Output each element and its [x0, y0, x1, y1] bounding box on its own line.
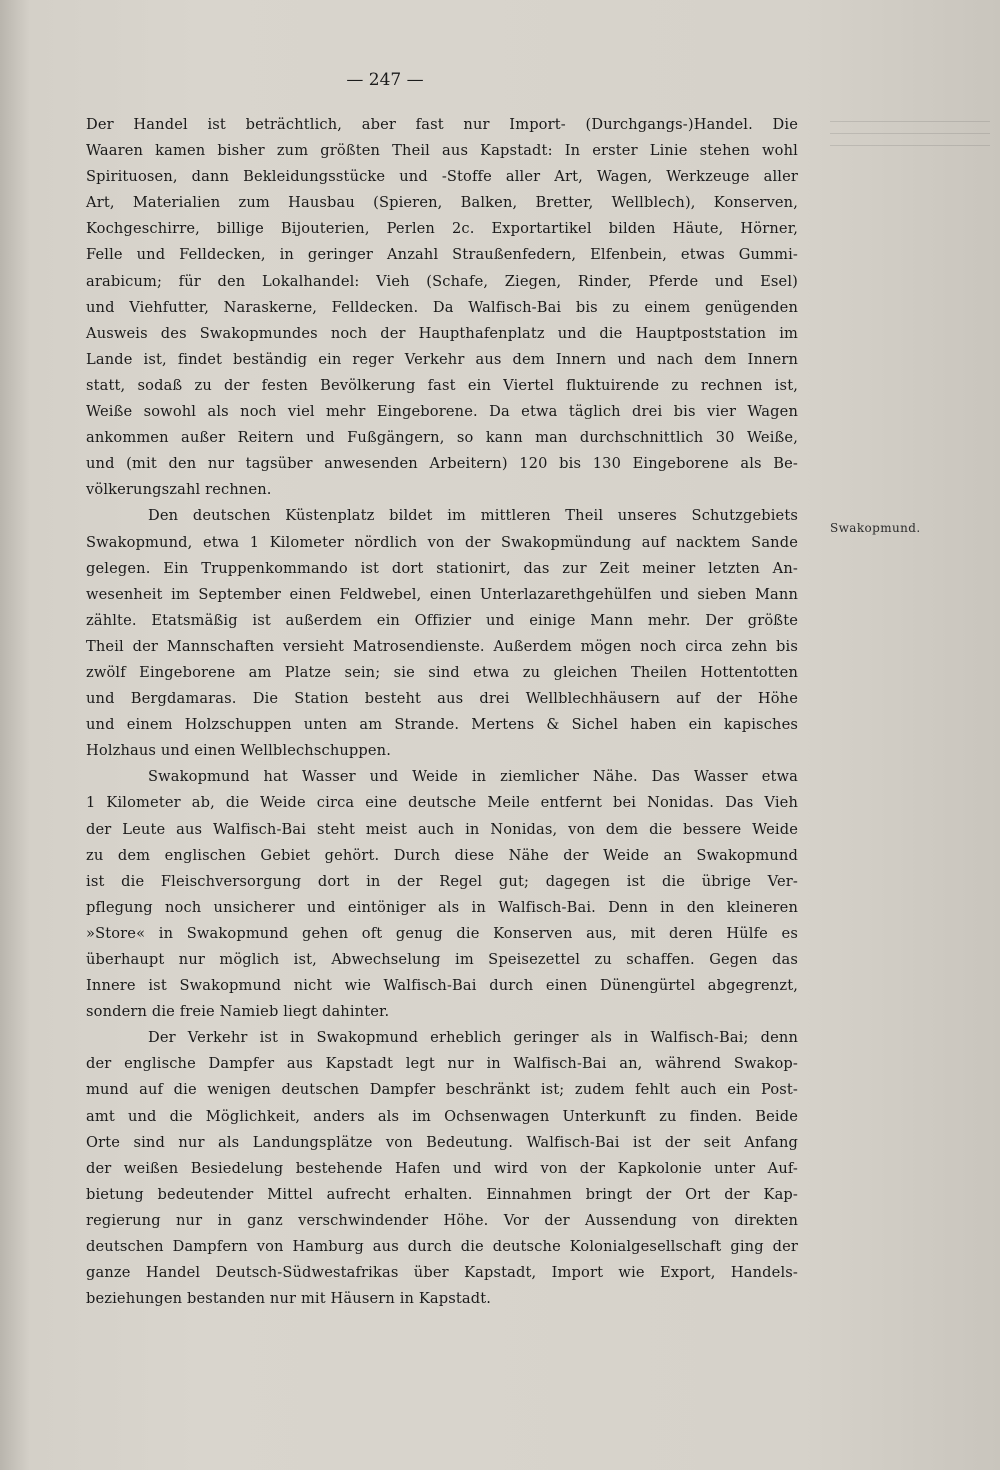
text-line: deutschen Dampfern von Hamburg aus durch die deutsche Kolonialgesellschaft ging der [86, 1238, 798, 1256]
text-line: zählte. Etatsmäßig ist außerdem ein Offizier und einige Mann mehr. Der größte [86, 611, 798, 629]
text-line: Ausweis des Swakopmundes noch der Haupthafenplatz und die Hauptpoststation im [86, 324, 798, 342]
paragraph [86, 112, 798, 503]
text-line: Lande ist, findet beständig ein reger Verkehr aus dem Innern und nach dem Innern [86, 350, 798, 368]
body-text [86, 112, 798, 1312]
text-line: Felle und Felldecken, in geringer Anzahl Straußenfedern, Elfenbein, etwas Gummi- [86, 246, 798, 264]
text-line: amt und die Möglichkeit, anders als im Ochsenwagen Unterkunft zu finden. Beide [86, 1107, 798, 1125]
text-line: Theil der Mannschaften versieht Matrosendienste. Außerdem mögen noch circa zehn bis [86, 637, 798, 655]
text-line: pflegung noch unsicherer und eintöniger als in Walfisch-Bai. Denn in den kleineren [86, 898, 798, 916]
text-line: Kochgeschirre, billige Bijouterien, Perlen 2c. Exportartikel bilden Häute, Hörner, [86, 220, 798, 238]
text-line: Der Handel ist beträchtlich, aber fast nur Import- (Durchgangs-)Handel. Die [86, 116, 798, 133]
text-line: ganze Handel Deutsch-Südwestafrikas über Kapstadt, Import wie Export, Handels- [86, 1264, 798, 1282]
text-line: ist die Fleischversorgung dort in der Regel gut; dagegen ist die übrige Ver- [86, 872, 798, 890]
text-line: Den deutschen Küstenplatz bildet im mittleren Theil unseres Schutzgebiets [148, 507, 798, 525]
text-line: beziehungen bestanden nur mit Häusern in Kapstadt. [86, 1290, 492, 1308]
paragraph [86, 503, 798, 764]
paragraph [86, 764, 798, 1025]
text-line: regierung nur in ganz verschwindender Höhe. Vor der Aussendung von direkten [86, 1211, 798, 1229]
text-line: überhaupt nur möglich ist, Abwechselung im Speisezettel zu schaffen. Gegen das [86, 951, 798, 968]
text-line: völkerungszahl rechnen. [86, 481, 272, 499]
text-line: und einem Holzschuppen unten am Strande. Mertens & Sichel haben ein kapisches [86, 716, 798, 734]
text-line: der englische Dampfer aus Kapstadt legt nur in Walfisch-Bai an, während Swakop- [86, 1055, 798, 1073]
text-line: zwölf Eingeborene am Platze sein; sie sind etwa zu gleichen Theilen Hottentotten [86, 663, 798, 681]
text-line: gelegen. Ein Truppenkommando ist dort stationirt, das zur Zeit meiner letzten An- [86, 559, 798, 577]
text-line: Weiße sowohl als noch viel mehr Eingeborene. Da etwa täglich drei bis vier Wagen [86, 403, 798, 421]
text-line: sondern die freie Namieb liegt dahinter. [86, 1003, 390, 1021]
text-line: Innere ist Swakopmund nicht wie Walfisch-Bai durch einen Dünengürtel abgegrenzt, [86, 977, 798, 995]
text-line: und Viehfutter, Naraskerne, Felldecken. Da Walfisch-Bai bis zu einem genügenden [86, 298, 798, 316]
text-line: Swakopmund hat Wasser und Weide in ziemlicher Nähe. Das Wasser etwa [148, 768, 798, 786]
text-line: wesenheit im September einen Feldwebel, einen Unterlazarethgehülfen und sieben Mann [86, 585, 798, 603]
text-line: und (mit den nur tagsüber anwesenden Arbeitern) 120 bis 130 Eingeborene als Be- [86, 455, 798, 473]
text-line: statt, sodaß zu der festen Bevölkerung fast ein Viertel fluktuirende zu rechnen ist, [86, 376, 798, 394]
text-line: Waaren kamen bisher zum größten Theil aus Kapstadt: In erster Linie stehen wohl [86, 142, 798, 160]
text-line: bietung bedeutender Mittel aufrecht erhalten. Einnahmen bringt der Ort der Kap- [86, 1185, 798, 1203]
text-line: der weißen Besiedelung bestehende Hafen und wird von der Kapkolonie unter Auf- [86, 1159, 798, 1177]
text-line: Orte sind nur als Landungsplätze von Bedeutung. Walfisch-Bai ist der seit Anfang [86, 1133, 798, 1151]
text-line: zu dem englischen Gebiet gehört. Durch diese Nähe der Weide an Swakopmund [86, 846, 798, 864]
text-line: ankommen außer Reitern und Fußgängern, so kann man durchschnittlich 30 Weiße, [86, 429, 798, 447]
text-line: und Bergdamaras. Die Station besteht aus drei Wellblechhäusern auf der Höhe [86, 690, 798, 708]
text-line: Der Verkehr ist in Swakopmund erheblich geringer als in Walfisch-Bai; denn [148, 1029, 798, 1047]
text-line: Art, Materialien zum Hausbau (Spieren, Balken, Bretter, Wellblech), Konserven, [86, 194, 798, 212]
text-line: »Store« in Swakopmund gehen oft genug die Konserven aus, mit deren Hülfe es [86, 924, 798, 942]
text-line: arabicum; für den Lokalhandel: Vieh (Schafe, Ziegen, Rinder, Pferde und Esel) [86, 272, 798, 290]
text-line: Spirituosen, dann Bekleidungsstücke und -Stoffe aller Art, Wagen, Werkzeuge aller [86, 168, 798, 186]
paragraph [86, 1025, 798, 1312]
text-line: mund auf die wenigen deutschen Dampfer beschränkt ist; zudem fehlt auch ein Post- [86, 1081, 798, 1099]
text-line: der Leute aus Walfisch-Bai steht meist auch in Nonidas, von dem die bessere Weide [86, 820, 798, 838]
text-line: Holzhaus und einen Wellblechschuppen. [86, 742, 392, 760]
text-line: 1 Kilometer ab, die Weide circa eine deutsche Meile entfernt bei Nonidas. Das Vieh [86, 794, 798, 812]
bleed-through-marks [830, 116, 990, 146]
page-number: — 247 — [346, 70, 424, 90]
margin-note: Swakopmund. [830, 521, 921, 535]
text-line: Swakopmund, etwa 1 Kilometer nördlich von der Swakopmündung auf nacktem Sande [86, 533, 798, 551]
